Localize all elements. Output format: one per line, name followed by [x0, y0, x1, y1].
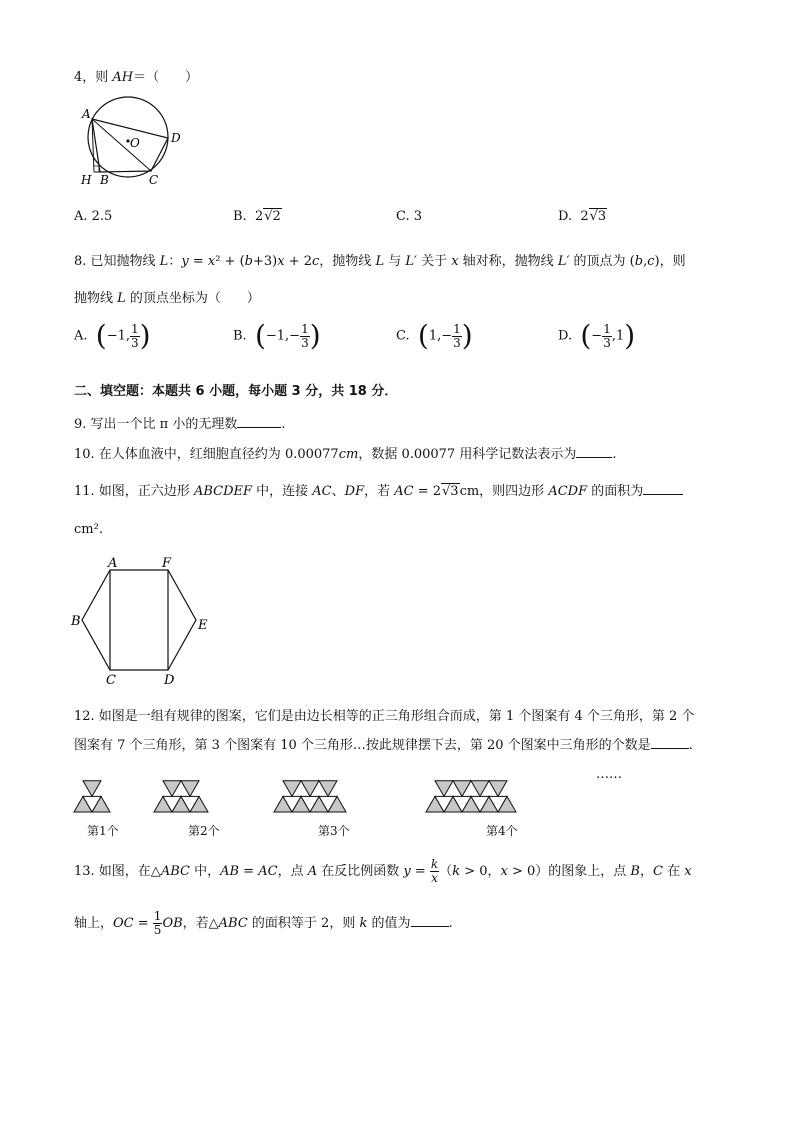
pattern1-top-triangle: [83, 781, 101, 797]
q12-caption-1: 第1个: [87, 824, 119, 838]
q7-option-d: D. 2√3: [558, 209, 607, 224]
pattern3-top-triangle: [301, 781, 319, 797]
q12-patterns: [70, 760, 630, 840]
label-A: A: [108, 556, 118, 571]
pattern4-top-triangle: [471, 781, 489, 797]
q8-option-a: A. (−1, $\frac{1}{3}$ ): [74, 319, 151, 352]
label-B: B: [71, 614, 81, 629]
q10-text: 10. 在人体血液中，红细胞直径约为 0.00077cm，数据 0.00077 用科学记数法表示为 .: [74, 447, 617, 462]
pattern4-top-triangle: [489, 781, 507, 797]
q8-option-d: D. (− $\frac{1}{3}$ ,1): [558, 319, 636, 352]
label-D: D: [164, 673, 175, 688]
pattern2-top-triangle: [181, 781, 199, 797]
q7-figure: [76, 92, 186, 187]
label-H: H: [81, 173, 92, 187]
label-F: F: [162, 556, 172, 571]
q8-option-c: C. (1,− $\frac{1}{3}$ ): [396, 319, 473, 352]
q12-line1: 12. 如图是一组有规律的图案，它们是由边长相等的正三角形组合而成，第 1 个图案有 4 个三角形，第 2 个: [74, 709, 695, 724]
pattern4-top-triangle: [453, 781, 471, 797]
q12-caption-3: 第3个: [318, 824, 350, 838]
section2-heading: 二、填空题：本题共 6 小题，每小题 3 分，共 18 分．: [74, 384, 398, 399]
q7-option-b: B. 2√2: [233, 209, 281, 224]
q12-ellipsis: ……: [596, 767, 622, 782]
q11-hexagon-figure: [66, 556, 226, 688]
pattern3-top-triangle: [283, 781, 301, 797]
q8-line2: 抛物线 L 的顶点坐标为（ ）: [74, 291, 260, 306]
label-C: C: [149, 173, 159, 187]
pattern4-top-triangle: [435, 781, 453, 797]
hexagon: [82, 570, 196, 670]
pattern2-top-triangle: [163, 781, 181, 797]
q11-line1: 11. 如图，正六边形 ABCDEF 中，连接 AC、DF，若 AC = 2√3cm，则四边形 ACDF 的面积为: [74, 480, 683, 499]
q9-text: 9. 写出一个比 π 小的无理数 .: [74, 417, 286, 432]
pattern3-top-triangle: [319, 781, 337, 797]
q8-line1: 8. 已知抛物线 L：y = x² + (b+3)x + 2c，抛物线 L 与 L′ 关于 x 轴对称，抛物线 L′ 的顶点为 (b,c)，则: [74, 254, 686, 269]
circle-o: [88, 97, 168, 177]
label-B: B: [100, 173, 109, 187]
q11-line2: cm².: [74, 522, 103, 537]
label-C: C: [106, 673, 116, 688]
q12-line2: 图案有 7 个三角形，第 3 个图案有 10 个三角形…按此规律摆下去，第 20 个图案中三角形的个数是 .: [74, 738, 693, 753]
label-D: D: [171, 131, 181, 145]
right-angle-mark: [94, 166, 99, 172]
q8-option-b: B. (−1,− $\frac{1}{3}$ ): [233, 319, 321, 352]
label-E: E: [198, 618, 208, 633]
label-O: O: [130, 136, 140, 150]
q7-option-c: C. 3: [396, 209, 423, 224]
q7-option-a: A. 2.5: [74, 209, 113, 224]
q13-line2: 轴上，OC = $\frac{1}{5}$ OB，若△ABC 的面积等于 2，则 k 的值为 .: [74, 909, 453, 937]
label-A: A: [82, 107, 91, 121]
q7-tail: 4，则 AH＝（ ）: [74, 70, 199, 85]
q13-line1: 13. 如图，在△ABC 中，AB = AC，点 A 在反比例函数 y = $\frac{k}{x}$ （k > 0，x > 0）的图象上，点 B，C 在 x: [74, 857, 692, 885]
q12-caption-2: 第2个: [188, 824, 220, 838]
q12-caption-4: 第4个: [486, 824, 518, 838]
